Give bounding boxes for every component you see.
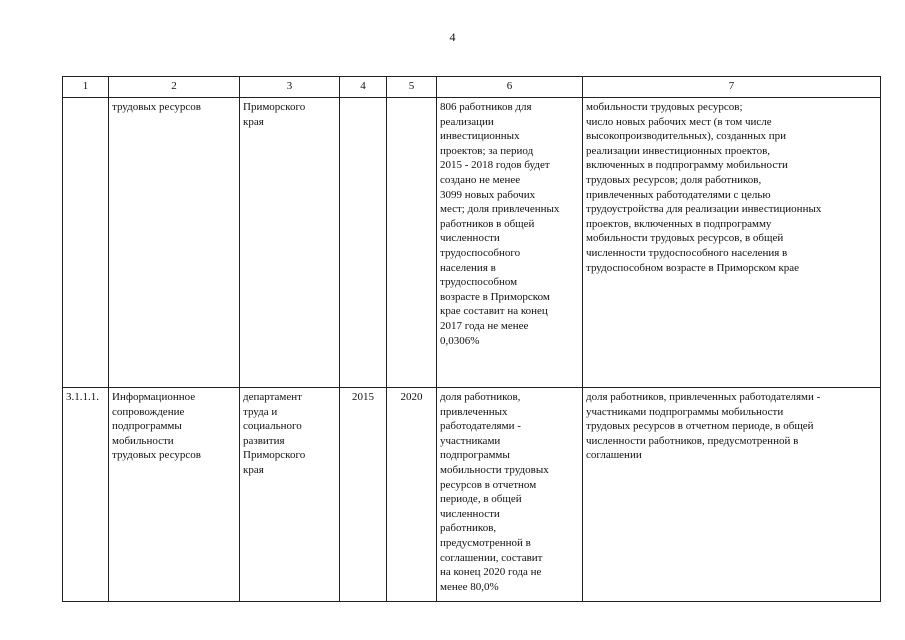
cell-responsible: Приморского края	[240, 98, 340, 388]
cell-event-name: трудовых ресурсов	[109, 98, 240, 388]
header-col-5: 5	[387, 77, 437, 98]
table-row	[63, 388, 881, 602]
header-row	[63, 77, 881, 98]
header-col-3: 3	[240, 77, 340, 98]
header-col-4: 4	[340, 77, 387, 98]
cell-number: 3.1.1.1.	[63, 388, 109, 602]
header-col-6: 6	[437, 77, 583, 98]
cell-end-year: 2020	[387, 388, 437, 602]
cell-indicators: доля работников, привлеченных работодателями - участниками подпрограммы мобильности трудовых ресурсов в отчетном периоде, в общей численности работников, предусмотренной в соглашении	[583, 388, 881, 602]
cell-start-year: 2015	[340, 388, 387, 602]
cell-expected-result: 806 работников для реализации инвестиционных проектов; за период 2015 - 2018 годов будет создано не менее 3099 новых рабочих мест; доля привлеченных работников в общей численности трудоспособного населения в трудоспособном возрасте в Приморском крае составит на конец 2017 года не менее 0,0306%	[437, 98, 583, 388]
cell-end-year	[387, 98, 437, 388]
page-number: 4	[449, 30, 456, 44]
program-table	[62, 76, 881, 602]
cell-start-year	[340, 98, 387, 388]
header-col-2: 2	[109, 77, 240, 98]
cell-indicators: мобильности трудовых ресурсов; число новых рабочих мест (в том числе высокопроизводительных), созданных при реализации инвестиционных проектов, включенных в подпрограмму мобильности трудовых ресурсов; доля работников, привлеченных работодателями с целью трудоустройства для реализации инвестиционных проектов, включенных в подпрограмму мобильности трудовых ресурсов, в общей численности трудоспособного населения в трудоспособном возрасте в Приморском крае	[583, 98, 881, 388]
cell-expected-result: доля работников, привлеченных работодателями - участниками подпрограммы мобильности трудовых ресурсов в отчетном периоде, в общей численности работников, предусмотренной в соглашении, составит на конец 2020 года не менее 80,0%	[437, 388, 583, 602]
header-col-7: 7	[583, 77, 881, 98]
table-row	[63, 98, 881, 388]
cell-responsible: департамент труда и социального развития Приморского края	[240, 388, 340, 602]
header-col-1: 1	[63, 77, 109, 98]
cell-event-name: Информационное сопровождение подпрограммы мобильности трудовых ресурсов	[109, 388, 240, 602]
cell-number	[63, 98, 109, 388]
